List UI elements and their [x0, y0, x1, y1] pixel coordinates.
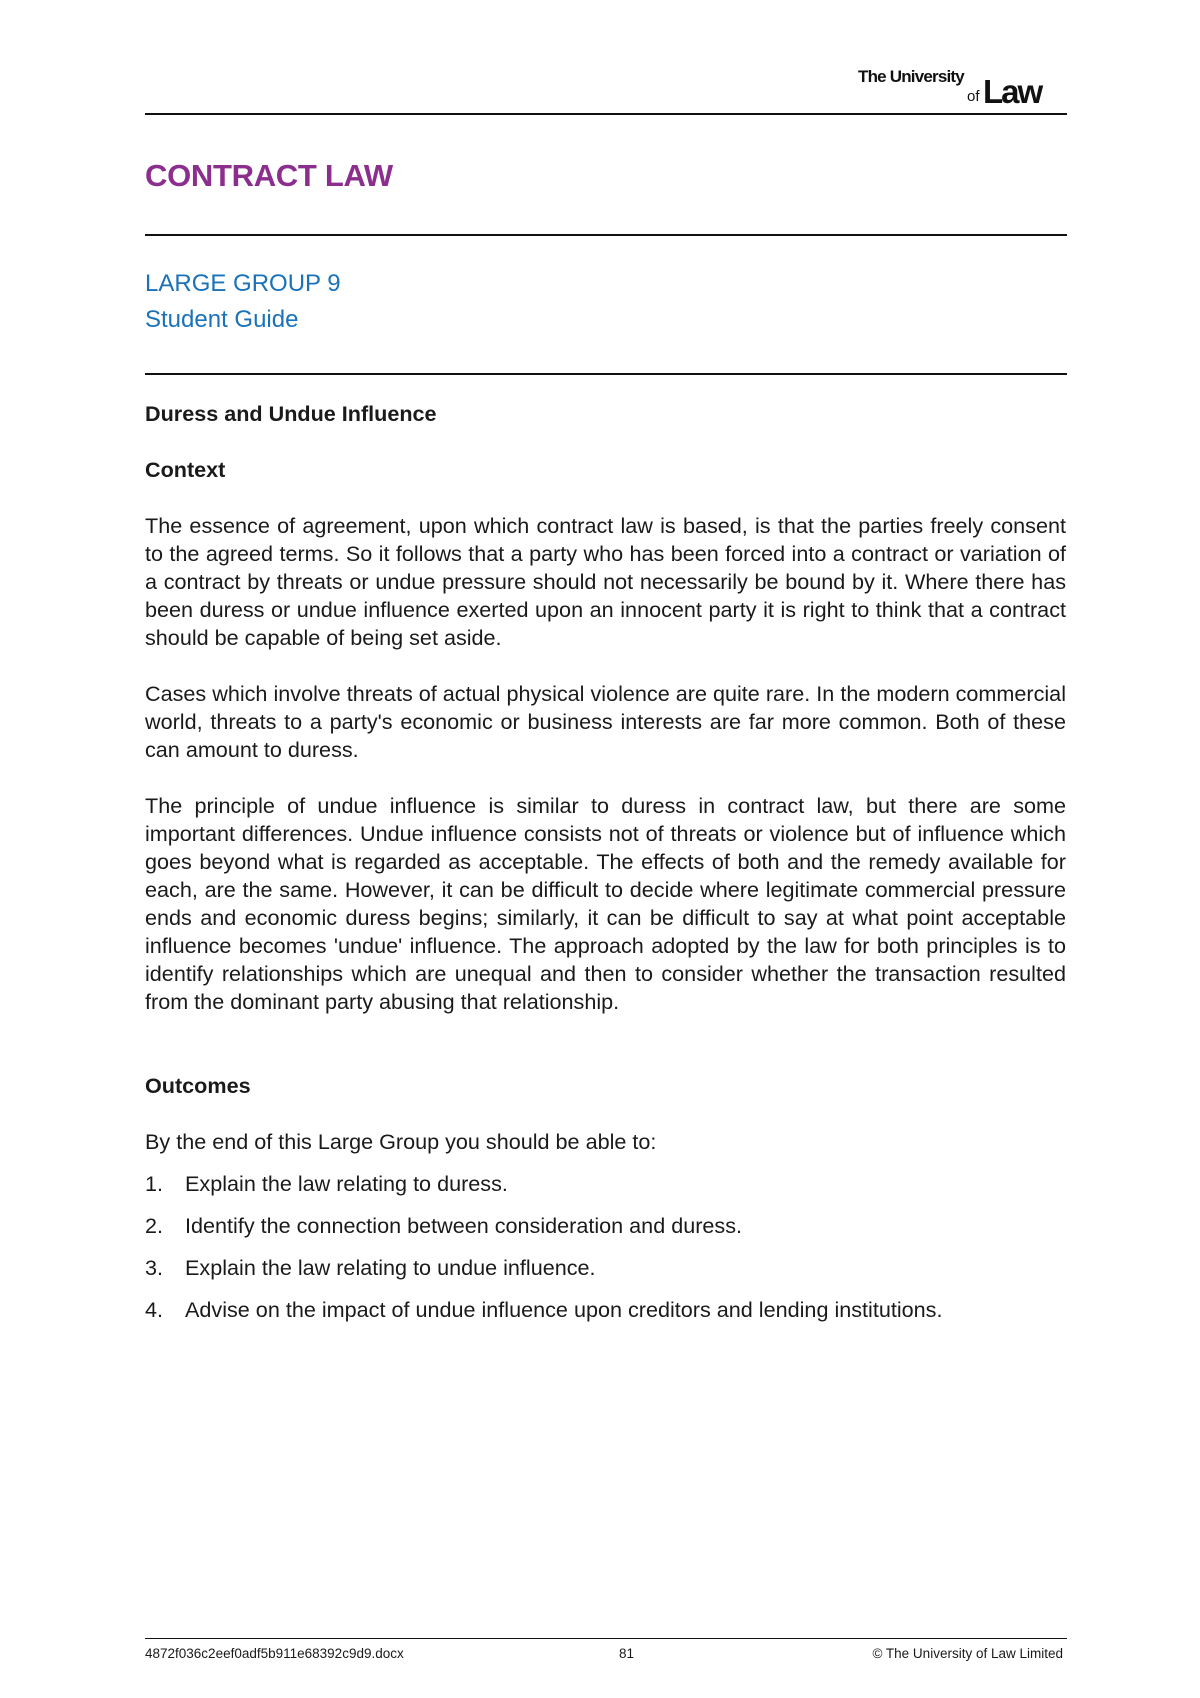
student-guide-title: Student Guide	[145, 306, 299, 333]
outcomes-heading: Outcomes	[145, 1073, 251, 1098]
context-paragraph-1: The essence of agreement, upon which contract law is based, is that the parties freely consent to the agreed terms. So it follows that a party who has been forced into a contract or variation of a contract by threats or undue pressure should not necessarily be bound by it. Where there has been duress or undue influence exerted upon an innocent party it is right to think that a contract should be capable of being set aside.	[145, 513, 1066, 650]
list-number: 4.	[145, 1297, 164, 1322]
large-group-title: LARGE GROUP 9	[145, 270, 341, 297]
list-item	[145, 1254, 1066, 1282]
outcomes-list	[145, 1170, 1066, 1324]
logo-of: of	[967, 88, 980, 105]
list-text: Identify the connection between consideration and duress.	[185, 1213, 743, 1238]
header-rule	[145, 113, 1067, 115]
footer-rule	[145, 1638, 1067, 1639]
list-text: Advise on the impact of undue influence upon creditors and lending institutions.	[185, 1297, 943, 1322]
footer-page-number: 81	[619, 1646, 635, 1661]
subject-heading: Duress and Undue Influence	[145, 401, 437, 426]
logo-line1: The University	[858, 67, 964, 86]
list-number: 2.	[145, 1213, 164, 1238]
context-paragraph-3: The principle of undue influence is similar to duress in contract law, but there are some important differences. Undue influence consists not of threats or violence but of influence which goes beyond what is regarded as acceptable. The effects of both and the remedy available for each, are the same. However, it can be difficult to decide where legitimate commercial pressure ends and economic duress begins; similarly, it can be difficult to say at what point acceptable influence becomes 'undue' influence. The approach adopted by the law for both principles is to identify relationships which are unequal and then to consider whether the transaction resulted from the dominant party abusing that relationship.	[145, 793, 1066, 1014]
outcomes-intro: By the end of this Large Group you should be able to:	[145, 1129, 657, 1154]
university-logo	[858, 66, 1068, 106]
list-text: Explain the law relating to duress.	[185, 1171, 508, 1196]
context-heading: Context	[145, 457, 226, 482]
section-rule	[145, 373, 1067, 375]
list-item	[145, 1170, 1066, 1198]
title-rule	[145, 234, 1067, 236]
footer-copyright: © The University of Law Limited	[872, 1646, 1063, 1661]
list-item	[145, 1212, 1066, 1240]
footer-filename: 4872f036c2eef0adf5b911e68392c9d9.docx	[145, 1646, 404, 1661]
main-content	[145, 400, 1066, 1338]
page-footer	[145, 1646, 1067, 1666]
list-number: 3.	[145, 1255, 164, 1280]
list-text: Explain the law relating to undue influence.	[185, 1255, 596, 1280]
context-paragraph-2: Cases which involve threats of actual physical violence are quite rare. In the modern commercial world, threats to a party's economic or business interests are far more common. Both of these can amount to duress.	[145, 681, 1066, 762]
list-number: 1.	[145, 1171, 164, 1196]
logo-law: Law	[983, 73, 1042, 106]
course-title: CONTRACT LAW	[145, 158, 393, 193]
list-item	[145, 1296, 1066, 1324]
